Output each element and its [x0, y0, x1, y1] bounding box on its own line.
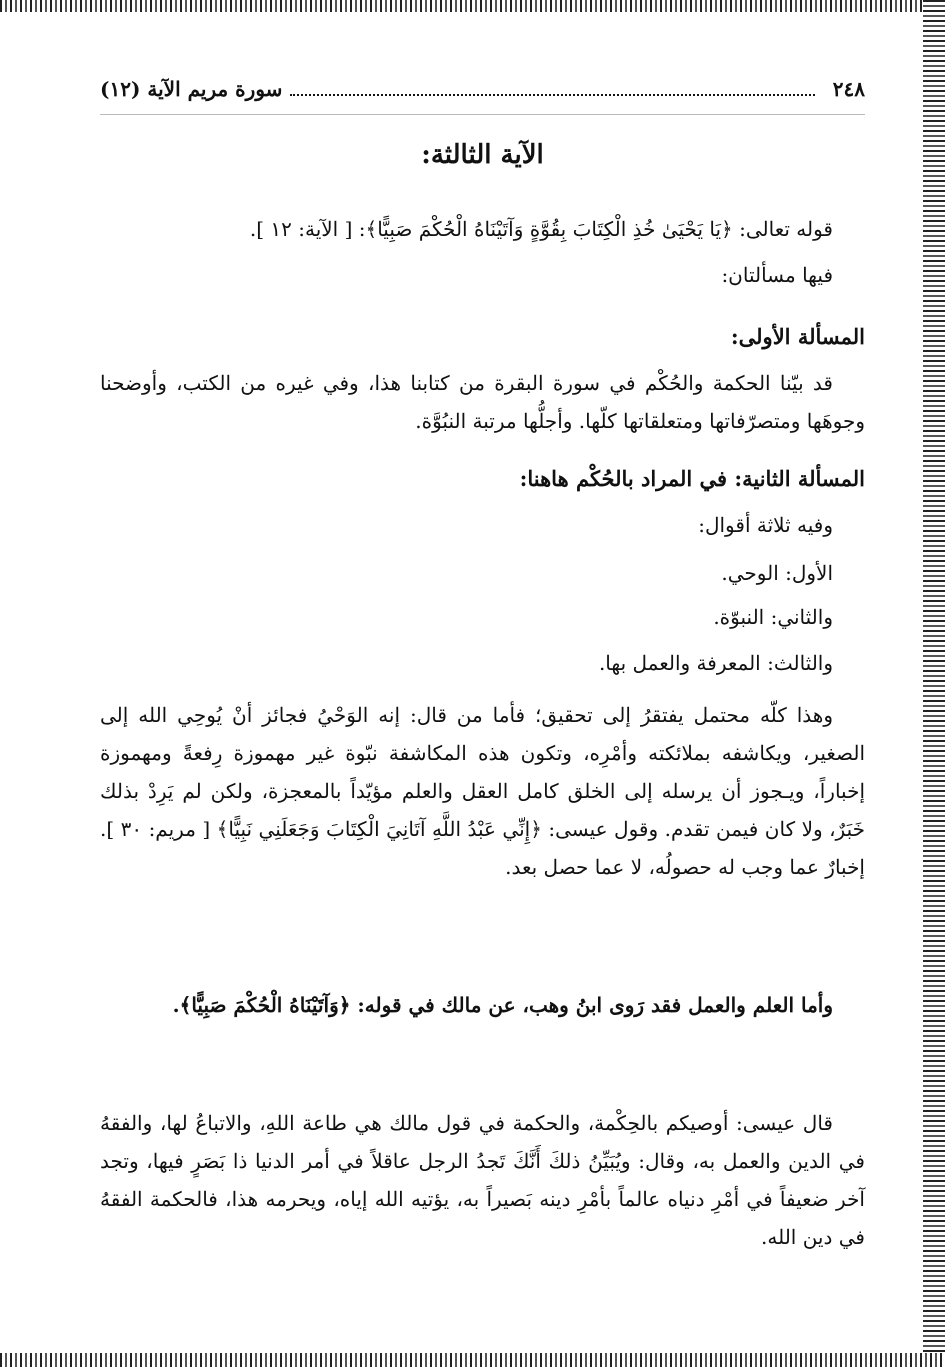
paragraph: وهذا كلّه محتمل يفتقرُ إلى تحقيق؛ فأما من قال: إنه الوَحْيُ فجائز أنْ يُوحِي الله إلى الصغير، ويكاشفه بملائكته وأمْرِه، وتكون هذه المكاشفة نبّوة غير مهموزة رِفعةً ومهموزة إخباراً، ويـجوز أن يرسله إلى الخلق كامل العقل والعلم مؤيّداً بالمعجزة، ولكن لم يَرِدْ بذلك خَبَرٌ، ولا كان فيمن تقدم. وقول عيسى: ﴿إِنِّي عَبْدُ اللَّهِ آتَانِيَ الْكِتَابَ وَجَعَلَنِي نَبِيًّا﴾ [ مريم: ٣٠ ]. إخبارٌ عما وجب له حصولُه، لا عما حصل بعد. — [100, 703, 865, 879]
header-leader-dots — [290, 82, 814, 96]
running-title: سورة مريم الآية (١٢) — [100, 77, 283, 101]
running-header — [100, 74, 865, 104]
verse-paragraph: قوله تعالى: ﴿يَا يَحْيَىٰ خُذِ الْكِتَابَ بِقُوَّةٍ وَآتَيْنَاهُ الْحُكْمَ صَبِيًّا﴾: [ الآية: ١٢ ]. — [249, 217, 833, 241]
page-border-top — [0, 0, 945, 12]
issue-heading: المسألة الأولى: — [730, 324, 865, 349]
page-border-right — [923, 0, 945, 1367]
paragraph: قد بيّنا الحكمة والحُكْم في سورة البقرة من كتابنا هذا، وفي غيره من الكتب، وأوضحنا وجوهَها ومتصرّفاتها ومتعلقاتها كلّها. وأجلُّها مرتبة النبُوَّة. — [100, 371, 865, 433]
section-title: الآية الثالثة: — [421, 140, 544, 170]
list-item: الأول: الوحي. — [721, 561, 833, 585]
list-item: والثالث: المعرفة والعمل بها. — [598, 651, 833, 675]
issue-heading: المسألة الثانية: في المراد بالحُكْم هاهنا: — [519, 466, 865, 491]
list-intro: وفيه ثلاثة أقوال: — [698, 513, 833, 537]
paragraph: وأما العلم والعمل فقد رَوى ابنُ وهب، عن مالك في قوله: ﴿وَآتَيْنَاهُ الْحُكْمَ صَبِيًّا﴾. — [172, 993, 833, 1017]
list-item: والثاني: النبوّة. — [713, 605, 833, 629]
book-page — [100, 60, 865, 1350]
paragraph: قال عيسى: أوصيكم بالحِكْمة، والحكمة في قول مالك هي طاعة اللهِ، والاتباعُ لها، والفقهُ في الدين والعمل به، وقال: ويُبَيِّنُ ذلكَ أَنَّكَ تَجدُ الرجل عاقلاً في أمر الدنيا ذا بَصَرٍ فيها، وتجد آخر ضعيفاً في أمْرِ دنياه عالماً بأمْرِ دينه بَصيراً به، يؤتيه الله إياه، ويحرمه هذا، فالحكمة الفقهُ في دين الله. — [100, 1111, 865, 1249]
page-border-bottom — [0, 1353, 945, 1367]
paragraph: فيها مسألتان: — [721, 263, 833, 287]
header-rule — [100, 114, 865, 115]
page-number: ٢٤٨ — [832, 77, 865, 101]
